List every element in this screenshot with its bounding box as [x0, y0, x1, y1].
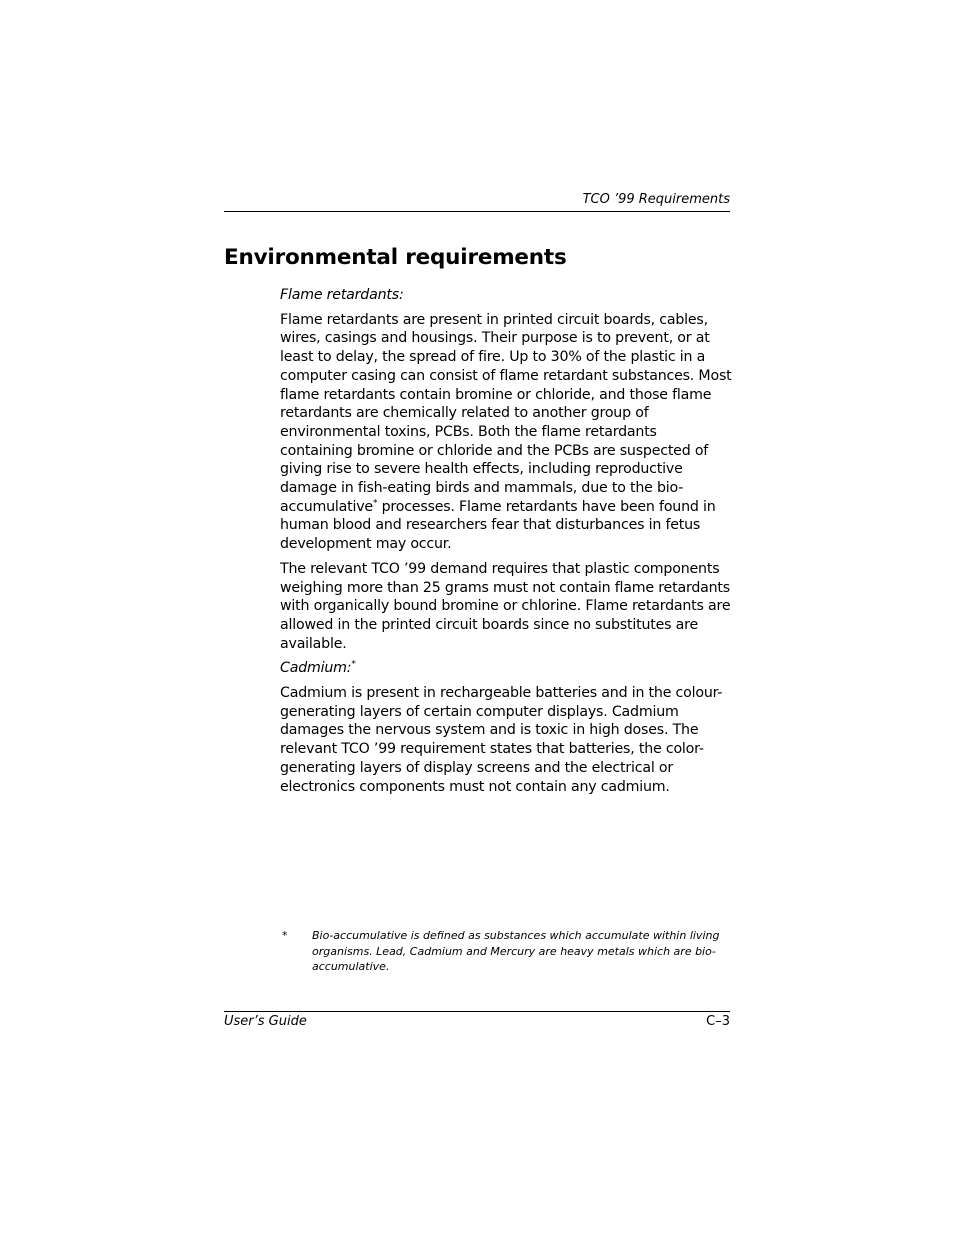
footnote	[282, 928, 722, 975]
page-title: Environmental requirements	[224, 245, 567, 270]
footnote-text: Bio-accumulative is defined as substances which accumulate within living organisms. Lead, Cadmium and Mercury are heavy metals which are bio-accumulative.	[312, 929, 720, 973]
cadmium-paragraph: Cadmium is present in rechargeable batteries and in the colour-generating layers of certain computer displays. Cadmium damages the nervous system and is toxic in high doses. The relevant TCO ’99 requirement states that batteries, the color-generating layers of display screens and the electrical or electronics components must not contain any cadmium.	[280, 685, 723, 795]
page-number: C–3	[706, 1014, 730, 1029]
footnote-reference: *	[372, 498, 378, 508]
flame-retardants-paragraph-1	[280, 311, 732, 554]
footnote-mark: *	[282, 929, 288, 942]
footnote-reference: *	[351, 659, 356, 670]
footer-rule	[224, 1011, 730, 1012]
flame-paragraph-text-b: processes. Flame retardants have been found in human blood and researchers fear that disturbances in fetus development may occur.	[280, 498, 716, 553]
cadmium-subhead-text: Cadmium:	[280, 660, 352, 677]
header-rule	[224, 211, 730, 212]
flame-paragraph-text-a: Flame retardants are present in printed circuit boards, cables, wires, casings and housings. Their purpose is to prevent, or at least to delay, the spread of fire. Up to 30% of the plastic in a computer casing can consist of flame retardant substances. Most flame retardants contain bromine or chloride, and those flame retardants are chemically related to another group of environmental toxins, PCBs. Both the flame retardants containing bromine or chloride and the PCBs are suspected of giving rise to severe health effects, including reproductive damage in fish-eating birds and mammals, due to the bio-accumulative	[280, 311, 732, 515]
flame-retardants-paragraph-2: The relevant TCO ’99 demand requires that plastic components weighing more than 25 grams must not contain flame retardants with organically bound bromine or chlorine. Flame retardants are allowed in the printed circuit boards since no substitutes are available.	[280, 560, 731, 652]
footer-guide-title: User’s Guide	[224, 1014, 307, 1029]
flame-retardants-subhead: Flame retardants:	[280, 287, 404, 303]
cadmium-subhead	[280, 659, 732, 678]
main-content	[280, 286, 732, 802]
running-header: TCO ’99 Requirements	[582, 192, 730, 207]
